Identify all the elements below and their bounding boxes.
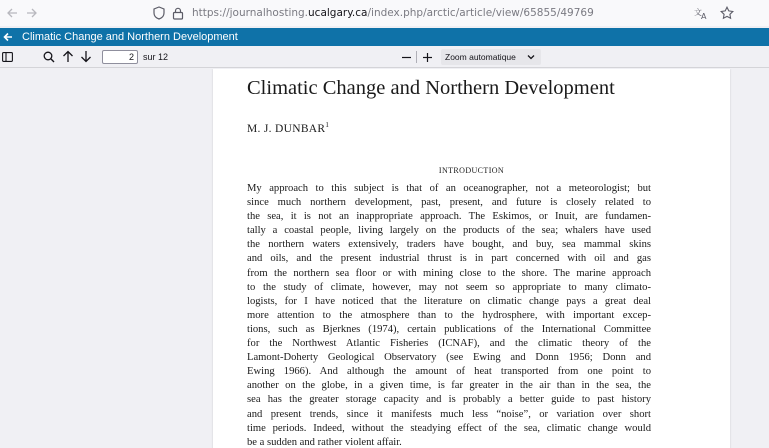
pdf-viewer[interactable] (0, 69, 769, 448)
body-paragraph (247, 182, 651, 448)
body-text-line: time periods. Indeed, without the steadying effect of the sea, climatic change would (247, 422, 651, 434)
body-text-line: and oils, and the present industrial thrust is in part concerned with oil and gas (247, 253, 651, 265)
url-text[interactable] (192, 7, 594, 19)
svg-text:文: 文 (693, 8, 702, 17)
body-text-line: My approach to this subject is that of an oceanographer, not a meteorologist; but (247, 183, 651, 194)
back-arrow-icon[interactable] (2, 0, 22, 26)
browser-actions (693, 0, 735, 26)
shield-icon[interactable] (152, 6, 166, 20)
zoom-select[interactable] (441, 49, 541, 65)
body-text-line: since much northern development, past, present, and future is closely related to (247, 197, 651, 209)
document-author (247, 121, 329, 135)
url-path: /index.php/arctic/article/view/65855/49769 (367, 7, 594, 19)
url-host: ucalgary.ca (308, 7, 368, 19)
body-text-line: from the northern sea floor or with mining close to the shore. The marine approach (247, 267, 651, 279)
chevron-down-icon (527, 53, 535, 62)
pdf-page (213, 69, 730, 448)
star-icon[interactable] (719, 5, 735, 21)
url-bar[interactable] (152, 0, 594, 26)
back-arrow-icon[interactable] (0, 28, 16, 46)
body-text-line: be a sudden and rather violent affair. (247, 436, 402, 448)
body-text-line: and present trends, since it manifests much less “noise”, or variation over short (247, 408, 651, 420)
body-text-line: sea has the greater storage capacity and is probably a better guide to past history (247, 394, 651, 406)
body-text-line: tally a coastal people, living largely on the products of the sea; whalers have used (247, 225, 651, 237)
page-count: sur 12 (143, 51, 169, 62)
search-icon[interactable] (41, 46, 57, 68)
zoom-out-icon[interactable] (398, 52, 414, 63)
viewer-title-bar (0, 28, 769, 46)
lock-icon[interactable] (172, 7, 184, 20)
body-text-line: the sea, it is not an inappropriate approach. The Eskimos, or Inuit, are fundamen- (247, 211, 651, 223)
author-footnote-marker: 1 (325, 121, 330, 129)
previous-page-icon[interactable] (60, 46, 76, 68)
svg-text:A: A (700, 12, 706, 20)
forward-arrow-icon[interactable] (22, 0, 42, 26)
zoom-select-value: Zoom automatique (445, 52, 516, 62)
body-text-line: Ewing 1966). And although the amount of heat transported from one point to (247, 366, 651, 378)
browser-toolbar (0, 0, 769, 26)
sidebar-toggle-icon[interactable] (0, 46, 14, 68)
body-text-line: another on the globe, in a given time, is far greater in the air than in the sea, the (247, 380, 651, 392)
body-text-line: to the study of climate, however, may not seem so appropriate to many climato- (247, 281, 651, 293)
zoom-in-icon[interactable] (419, 52, 435, 63)
author-name: M. J. DUNBAR (247, 122, 326, 135)
page-number-input[interactable]: 2 (102, 50, 138, 64)
pdf-toolbar (0, 46, 769, 68)
next-page-icon[interactable] (78, 46, 94, 68)
translate-icon[interactable] (693, 5, 709, 21)
document-title: Climatic Change and Northern Development (247, 77, 615, 99)
body-text-line: logists, for I have noticed that the literature on climatic change pays a great deal (247, 295, 651, 307)
zoom-controls (398, 46, 541, 68)
section-heading: INTRODUCTION (438, 166, 505, 175)
body-text-line: for the Northwest Atlantic Fisheries (ICNAF), and the climatic theory of the (247, 338, 651, 350)
url-prefix: https://journalhosting. (192, 7, 309, 19)
body-text-line: Lamont-Doherty Geological Observatory (see Ewing and Donn 1956; Donn and (247, 352, 651, 364)
zoom-divider (416, 51, 417, 63)
viewer-title: Climatic Change and Northern Development (22, 31, 238, 43)
body-text-line: more attention to the atmosphere than to the hydrosphere, with important excep- (247, 309, 651, 321)
body-text-line: the northern waters extensively, traders have bought, and buy, sea mammal skins (247, 239, 651, 251)
body-text-line: tions, such as Bjerknes (1974), certain publications of the International Committee (247, 323, 651, 335)
